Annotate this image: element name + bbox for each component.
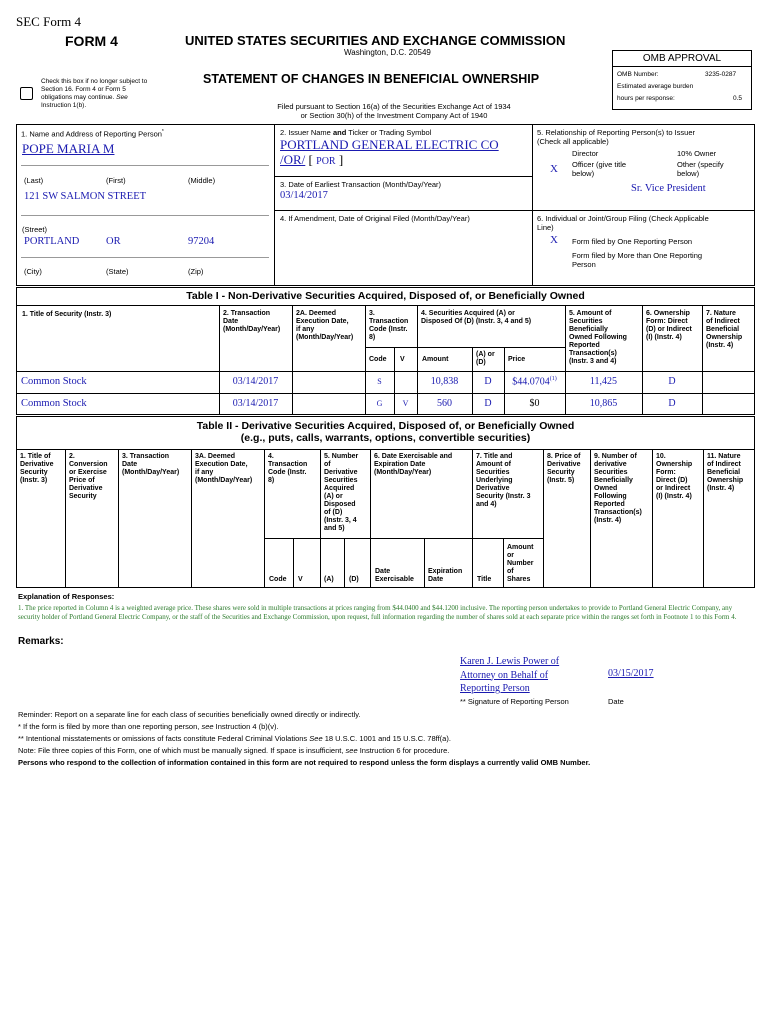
t2-header-underlying: 7. Title and Amount of Securities Underlying Derivative Security (Instr. 3 and 4) <box>476 453 531 508</box>
ticker-symbol: POR <box>316 156 336 167</box>
signature-label: ** Signature of Reporting Person <box>460 697 569 706</box>
t2-header-number: 5. Number of Derivative Securities Acquired (A) or Disposed of (D) (Instr. 3, 4 and 5) <box>324 453 359 532</box>
table-2-title: Table II - Derivative Securities Acquired, Disposed of, or Beneficially Owned (e.g., puts, calls, warrants, options, convertible securities) <box>196 420 575 444</box>
t1-row1-form: D <box>668 376 676 387</box>
t1-row2-ad: D <box>484 398 492 409</box>
filed-pursuant: Filed pursuant to Section 16(a) of the Securities Exchange Act of 1934 or Section 30(h) of the Investment Company Act of 1940 <box>277 102 511 120</box>
city-value: PORTLAND <box>24 236 80 247</box>
t1-subheader-amount: Amount <box>422 356 449 363</box>
t2-subheader-expiration: Expiration Date <box>428 568 463 583</box>
ten-percent-owner-label: 10% Owner <box>677 149 717 158</box>
one-reporting-person-label: Form filed by One Reporting Person <box>572 237 693 246</box>
omb-hours-label: hours per response: <box>617 95 675 102</box>
one-reporting-person-checkbox[interactable]: X <box>550 234 558 246</box>
agency-title: UNITED STATES SECURITIES AND EXCHANGE COMMISSION <box>185 33 566 48</box>
issuer-line2: /OR/ [ POR ] <box>280 152 344 167</box>
t1-header-title: 1. Title of Security (Instr. 3) <box>22 311 112 318</box>
t1-subheader-price: Price <box>508 356 526 363</box>
t1-row2-price: $0 <box>529 398 540 409</box>
box1-label: 1. Name and Address of Reporting Person* <box>21 129 164 139</box>
t1-row1-ad: D <box>484 376 492 387</box>
t1-row1-title: Common Stock <box>21 376 87 387</box>
earliest-transaction-date: 03/14/2017 <box>280 190 328 201</box>
table-1-title: Table I - Non-Derivative Securities Acquired, Disposed of, or Beneficially Owned <box>186 290 585 302</box>
statement-title: STATEMENT OF CHANGES IN BENEFICIAL OWNERSHIP <box>203 72 540 86</box>
officer-label: Officer (give title below) <box>572 160 627 178</box>
t2-header-code: 4. Transaction Code (Instr. 8) <box>268 453 308 484</box>
explanation-heading: Explanation of Responses: <box>18 592 115 601</box>
note-multiple-persons: * If the form is filed by more than one reporting person, see Instruction 4 (b)(v). <box>18 722 279 731</box>
zip-value: 97204 <box>188 236 215 247</box>
t1-header-ownership-form: 6. Ownership Form: Direct (D) or Indirect (I) (Instr. 4) <box>646 310 692 341</box>
t2-subheader-amount: Amount or Number of Shares <box>507 544 534 583</box>
signature-date: 03/15/2017 <box>608 668 654 679</box>
t1-row1-price: $44.0704$^{(1)}$ <box>512 376 557 388</box>
t2-subheader-a: (A) <box>324 576 334 583</box>
t1-subheader-ad: (A) or (D) <box>476 351 495 366</box>
note-copies: Note: File three copies of this Form, one of which must be manually signed. If space is insufficient, see Instruction 6 for procedure. <box>18 746 450 755</box>
no-longer-subject-checkbox[interactable] <box>20 87 33 100</box>
t1-row1-amount: 10,838 <box>430 376 459 387</box>
t2-header-nature: 11. Nature of Indirect Beneficial Ownership (Instr. 4) <box>707 453 744 492</box>
issuer-name-suffix[interactable]: /OR/ <box>280 152 306 167</box>
t1-row1-code: S <box>377 377 382 386</box>
t1-row2-v: V <box>402 399 409 408</box>
note-criminal: ** Intentional misstatements or omissions of facts constitute Federal Criminal Violations See 18 U.S.C. 1001 and 15 U.S.C. 78ff(a). <box>18 734 451 743</box>
t2-subheader-d: (D) <box>349 576 359 583</box>
box3-label: 3. Date of Earliest Transaction (Month/Day/Year) <box>280 180 442 189</box>
t1-header-code: 3. Transaction Code (Instr. 8) <box>369 310 409 341</box>
city-label: (City) <box>24 267 42 276</box>
t1-subheader-code: Code <box>369 356 387 363</box>
t1-row2-owned: 10,865 <box>589 398 618 409</box>
issuer-name[interactable]: PORTLAND GENERAL ELECTRIC CO <box>280 137 499 152</box>
form-title: FORM 4 <box>65 33 118 49</box>
date-label: Date <box>608 697 624 706</box>
omb-title: OMB APPROVAL <box>642 53 722 64</box>
t1-header-amount-owned: 5. Amount of Securities Beneficially Owned Following Reported Transaction(s) (Instr. 3 and 4) <box>569 310 627 365</box>
sec-form-label: SEC Form 4 <box>16 14 82 29</box>
t1-row2-code: G <box>376 399 383 408</box>
officer-title: Sr. Vice President <box>631 183 706 194</box>
street-value: 121 SW SALMON STREET <box>24 191 147 202</box>
t2-header-price: 8. Price of Derivative Security (Instr. 5) <box>547 453 581 484</box>
state-label: (State) <box>106 267 129 276</box>
middle-label: (Middle) <box>188 176 216 185</box>
t1-header-acquired: 4. Securities Acquired (A) or Disposed Of (D) (Instr. 3, 4 and 5) <box>421 310 532 325</box>
zip-label: (Zip) <box>188 267 204 276</box>
reporting-person-name[interactable]: POPE MARIA M <box>22 141 115 156</box>
omb-burden-label: Estimated average burden <box>617 83 694 90</box>
t1-row2-amount: 560 <box>437 398 452 409</box>
t2-header-deemed: 3A. Deemed Execution Date, if any (Month/Day/Year) <box>195 453 253 484</box>
t1-header-nature: 7. Nature of Indirect Beneficial Ownership (Instr. 4) <box>706 310 743 349</box>
first-label: (First) <box>106 176 126 185</box>
box5-label: 5. Relationship of Reporting Person(s) to Issuer (Check all applicable) <box>537 128 695 146</box>
footnote-1: 1. The price reported in Column 4 is a weighted average price. These shares were sold in multiple transactions at prices ranging from $44.0400 and $44.1200 inclusive. The reporting person undertakes to provide to Portland General Electric Company, any security holder of Portland General Electric Company, or the staff of the Securities and Exchange Commission, upon request, full information regarding the number of shares sold at each separate price within the ranges set forth in Footnote 1 to this Form 4. <box>18 604 737 621</box>
omb-hours-value: 0.5 <box>733 95 743 102</box>
officer-checkbox[interactable]: X <box>550 163 558 175</box>
box4-label: 4. If Amendment, Date of Original Filed (Month/Day/Year) <box>280 214 470 223</box>
last-label: (Last) <box>24 176 44 185</box>
t2-header-ownership-form: 10. Ownership Form: Direct (D) or Indirect (I) (Instr. 4) <box>656 453 693 500</box>
t1-row2-form: D <box>668 398 676 409</box>
omb-number-value: 3235-0287 <box>705 71 737 78</box>
box6-label: 6. Individual or Joint/Group Filing (Check Applicable Line) <box>537 214 709 232</box>
t2-subheader-code: Code <box>269 576 287 583</box>
t2-subheader-title: Title <box>477 576 492 583</box>
remarks-heading: Remarks: <box>18 636 64 647</box>
t2-header-conversion: 2. Conversion or Exercise Price of Derivative Security <box>69 453 108 500</box>
t1-row2-date: 03/14/2017 <box>232 398 279 409</box>
t1-header-date: 2. Transaction Date (Month/Day/Year) <box>223 310 281 333</box>
box2-label: 2. Issuer Name and Ticker or Trading Symbol <box>280 128 432 137</box>
t1-header-deemed: 2A. Deemed Execution Date, if any (Month/Day/Year) <box>296 310 354 341</box>
t2-header-exercisable: 6. Date Exercisable and Expiration Date (Month/Day/Year) <box>374 453 453 476</box>
state-value: OR <box>106 236 121 247</box>
t2-subheader-v: V <box>298 576 303 583</box>
table-1 <box>16 287 755 415</box>
t2-header-title: 1. Title of Derivative Security (Instr. 3) <box>20 453 54 484</box>
t1-row2-title: Common Stock <box>21 398 87 409</box>
t1-row1-owned: 11,425 <box>589 376 618 387</box>
t1-subheader-v: V <box>400 356 405 363</box>
signature[interactable]: Karen J. Lewis Power of Attorney on Behalf of Reporting Person <box>460 656 560 694</box>
t2-header-owned: 9. Number of derivative Securities Beneficially Owned Following Reported Transaction(s) (Instr. 4) <box>594 453 642 524</box>
reminder-note: Reminder: Report on a separate line for each class of securities beneficially owned directly or indirectly. <box>18 710 361 719</box>
t2-subheader-date-exercisable: Date Exercisable <box>375 568 414 583</box>
t1-row1-date: 03/14/2017 <box>232 376 279 387</box>
street-label: (Street) <box>22 225 48 234</box>
director-label: Director <box>572 149 599 158</box>
other-label: Other (specify below) <box>677 160 724 178</box>
checkbox-description: Check this box if no longer subject to Section 16. Form 4 or Form 5 obligations may continue. See Instruction 1(b). <box>41 78 148 109</box>
more-reporting-persons-label: Form filed by More than One Reporting Person <box>572 251 703 269</box>
t2-header-date: 3. Transaction Date (Month/Day/Year) <box>122 453 180 476</box>
note-omb: Persons who respond to the collection of information contained in this form are not required to respond unless the form displays a currently valid OMB Number. <box>18 758 591 767</box>
omb-number-label: OMB Number: <box>617 71 659 78</box>
agency-city: Washington, D.C. 20549 <box>344 48 431 57</box>
